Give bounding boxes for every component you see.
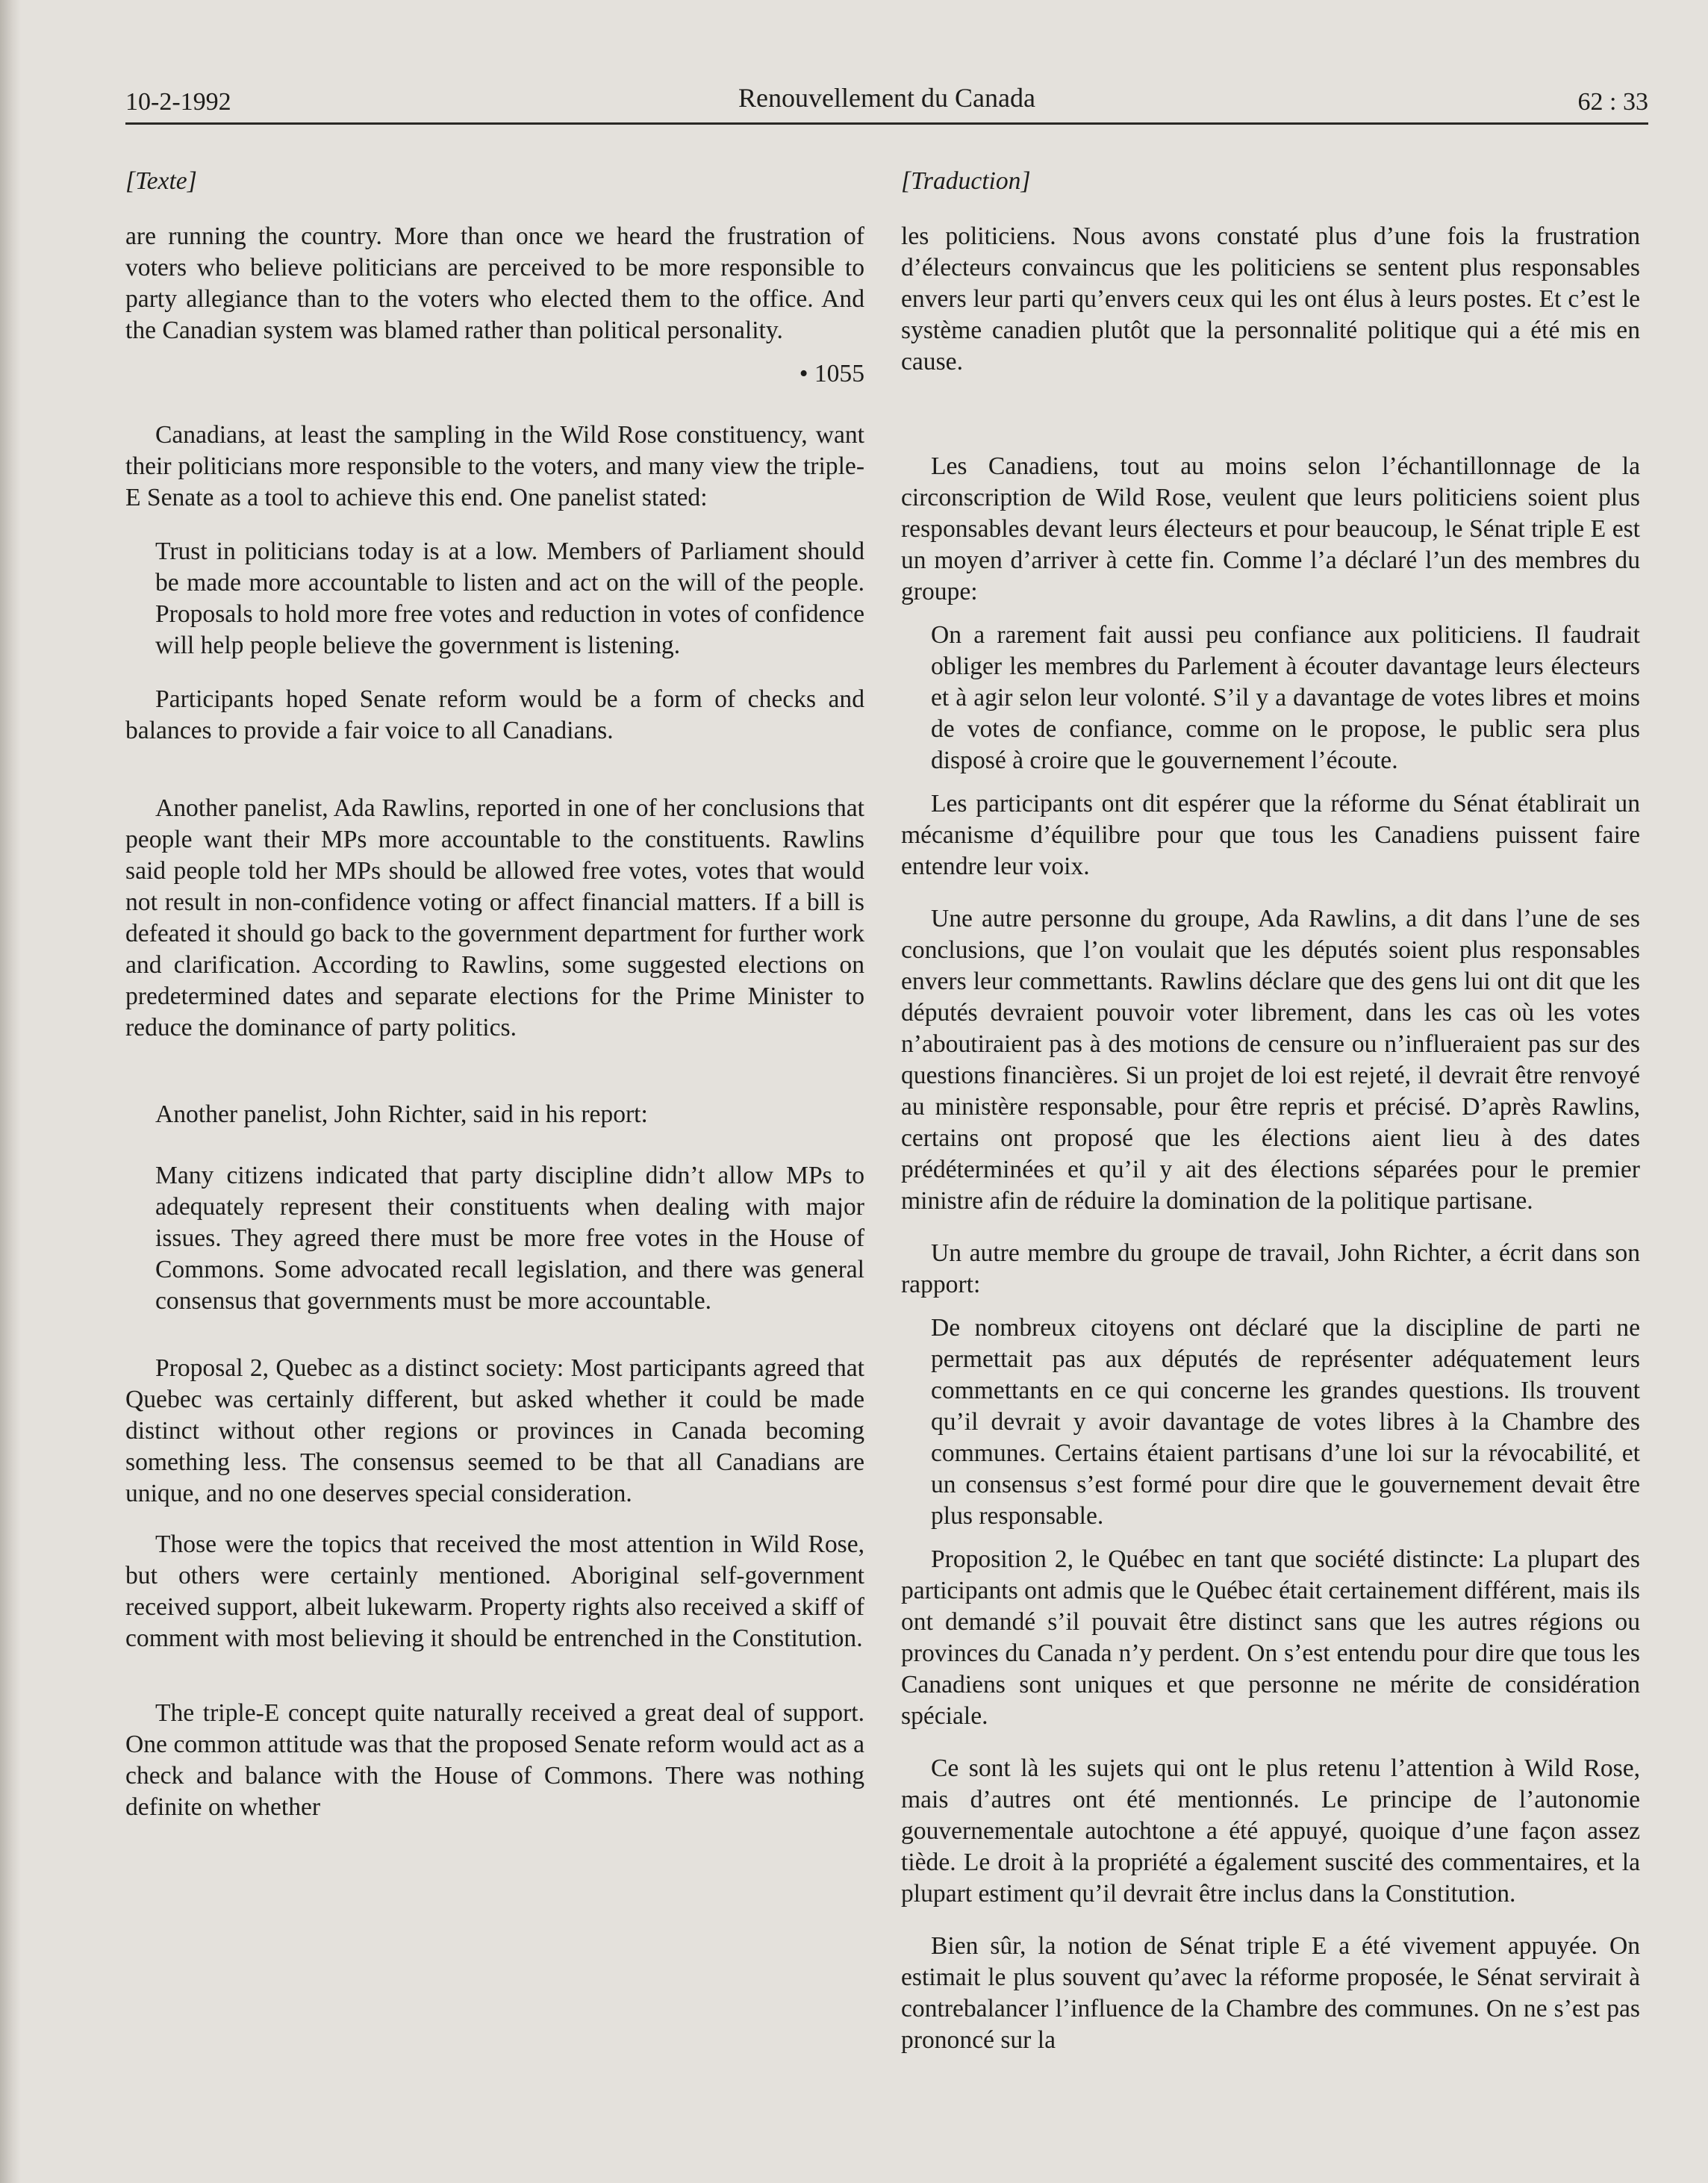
header-date: 10-2-1992 xyxy=(125,88,231,116)
paragraph: Les participants ont dit espérer que la réforme du Sénat établirait un mécanisme d’équilibre pour que tous les Canadiens puissent faire entendre leur voix. xyxy=(901,790,1640,880)
running-head xyxy=(125,81,1648,125)
paragraph: Bien sûr, la notion de Sénat triple E a été vivement appuyée. On estimait le plus souvent qu’avec la réforme proposée, le Sénat servirait à contrebalancer l’influence de la Chambre des communes. On ne s’est pas prononcé sur la xyxy=(901,1932,1640,2054)
paragraph: are running the country. More than once we heard the frustration of voters who believe politicians are perceived to be more responsible to party allegiance than to the voters who elected them to the office. And the Canadian system was blamed rather than political personality. xyxy=(125,222,864,344)
page-binding-shadow xyxy=(0,0,21,2183)
paragraph: Un autre membre du groupe de travail, John Richter, a écrit dans son rapport: xyxy=(901,1239,1640,1298)
quotation: Trust in politicians today is at a low. Members of Parliament should be made more accountable to listen and act on the will of the people. Proposals to hold more free votes and reduction in votes of confidence will help people believe the government is listening. xyxy=(155,538,864,659)
header-title: Renouvellement du Canada xyxy=(738,83,1035,113)
paragraph: Another panelist, John Richter, said in his report: xyxy=(155,1100,648,1128)
quotation: On a rarement fait aussi peu confiance aux politiciens. Il faudrait obliger les membres du Parlement à écouter davantage leurs électeurs et à agir selon leur volonté. S’il y a davantage de votes libres et moins de votes de confiance, comme on le propose, le public sera plus disposé à croire que le gouvernement l’écoute. xyxy=(931,621,1640,774)
quotation: Many citizens indicated that party discipline didn’t allow MPs to adequately represent their constituents when dealing with major issues. They agreed there must be more free votes in the House of Commons. Some advocated recall legislation, and there was general consensus that governments must be more accountable. xyxy=(155,1162,864,1315)
paragraph: Participants hoped Senate reform would be a form of checks and balances to provide a fair voice to all Canadians. xyxy=(125,685,864,744)
paragraph: les politiciens. Nous avons constaté plus d’une fois la frustration d’électeurs convaincus que les politiciens se sentent plus responsables envers leur parti qu’envers ceux qui les ont élus à leurs postes. Et c’est le système canadien plutôt que la personnalité politique qui a été mis en cause. xyxy=(901,222,1640,376)
paragraph: Another panelist, Ada Rawlins, reported in one of her conclusions that people want their MPs more accountable to the constituents. Rawlins said people told her MPs should be allowed free votes, votes that would not result in non-confidence voting or affect financial matters. If a bill is defeated it should go back to the government department for further work and clarification. According to Rawlins, some suggested elections on predetermined dates and separate elections for the Prime Minister to reduce the dominance of party politics. xyxy=(125,794,864,1041)
paragraph: Les Canadiens, tout au moins selon l’échantillonnage de la circonscription de Wild Rose, veulent que leurs politiciens soient plus responsables devant leurs électeurs et pour beaucoup, le Sénat triple E est un moyen d’arriver à cette fin. Comme l’a déclaré l’un des membres du groupe: xyxy=(901,452,1640,605)
english-column xyxy=(125,166,864,1823)
paragraph: Ce sont là les sujets qui ont le plus retenu l’attention à Wild Rose, mais d’autres ont été mentionnés. Le principe de l’autonomie gouvernementale autochtone a été appuyé, quoique d’une façon assez tiède. Le droit à la propriété a également suscité des commentaires, et la plupart estiment qu’il devrait être inclus dans la Constitution. xyxy=(901,1754,1640,1908)
paragraph: Proposition 2, le Québec en tant que société distincte: La plupart des participants ont admis que le Québec était certainement différent, mais ils ont demandé s’il pouvait être distinct sans que les autres régions ou provinces du Canada n’y perdent. On s’est entendu pour dire que tous les Canadiens sont uniques et que personne ne mérite de considération spéciale. xyxy=(901,1545,1640,1730)
french-column xyxy=(901,166,1640,2056)
column-label-texte: [Texte] xyxy=(125,167,197,195)
paragraph: Canadians, at least the sampling in the Wild Rose constituency, want their politicians more responsible to the voters, and many view the triple-E Senate as a tool to achieve this end. One panelist stated: xyxy=(125,421,864,511)
header-page-number: 62 : 33 xyxy=(1577,88,1648,116)
time-marker: • 1055 xyxy=(799,360,864,387)
paragraph: The triple-E concept quite naturally received a great deal of support. One common attitude was that the proposed Senate reform would act as a check and balance with the House of Commons. There was nothing definite on whether xyxy=(125,1699,864,1821)
paragraph: Proposal 2, Quebec as a distinct society: Most participants agreed that Quebec was certainly different, but asked whether it could be made distinct without other regions or provinces in Canada becoming something less. The consensus seemed to be that all Canadians are unique, and no one deserves special consideration. xyxy=(125,1354,864,1507)
paragraph: Une autre personne du groupe, Ada Rawlins, a dit dans l’une de ses conclusions, que l’on voulait que les députés soient plus responsables envers leur commettants. Rawlins déclare que des gens lui ont dit que les députés devraient pouvoir voter librement, dans les cas où les votes n’aboutiraient pas à des motions de censure ou n’influeraient pas sur des questions financières. Si un projet de loi est rejeté, il devrait être renvoyé au ministère responsable, pour être repris et précisé. D’après Rawlins, certains ont proposé que les élections aient lieu à des dates prédéterminées et qu’il y ait des élections séparées pour le premier ministre afin de réduire la domination de la politique partisane. xyxy=(901,905,1640,1215)
paragraph: Those were the topics that received the most attention in Wild Rose, but others were certainly mentioned. Aboriginal self-government received support, albeit lukewarm. Property rights also received a skiff of comment with most believing it should be entrenched in the Constitution. xyxy=(125,1530,864,1652)
quotation: De nombreux citoyens ont déclaré que la discipline de parti ne permettait pas aux députés de représenter adéquatement leurs commettants en ce qui concerne les grandes questions. Ils trouvent qu’il devrait y avoir davantage de votes libres à la Chambre des communes. Certains étaient partisans d’une loi sur la révocabilité, et un consensus s’est formé pour dire que le gouvernement devait être plus responsable. xyxy=(931,1314,1640,1530)
column-label-traduction: [Traduction] xyxy=(901,167,1031,195)
